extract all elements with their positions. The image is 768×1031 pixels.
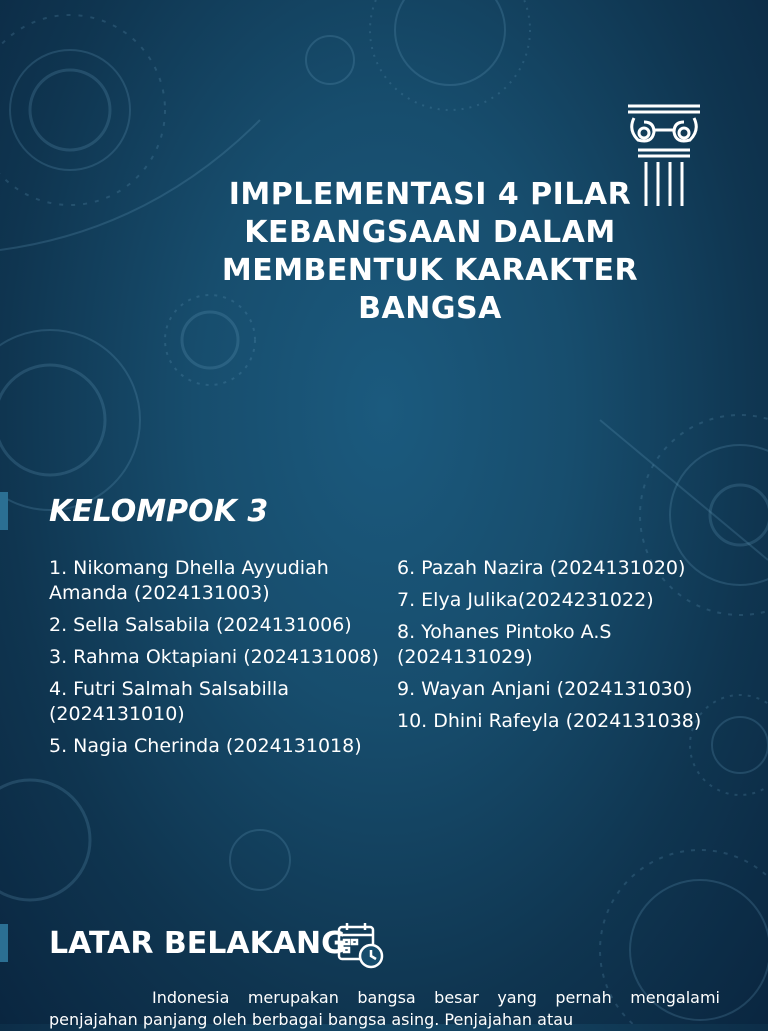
section-accent-bar [0,924,8,962]
list-item: 7. Elya Julika(2024231022) [397,589,654,611]
calendar-clock-icon [336,920,386,970]
list-item: 8. Yohanes Pintoko A.S (2024131029) [397,621,612,668]
page-title [200,176,660,328]
list-item: 10. Dhini Rafeyla (2024131038) [397,710,702,732]
section-accent-bar [0,492,8,530]
list-item: 1. Nikomang Dhella Ayyudiah Amanda (2024131003) [49,557,329,604]
background-heading: LATAR BELAKANG [49,926,346,961]
title-line: IMPLEMENTASI 4 PILAR [228,177,632,212]
list-item: 9. Wayan Anjani (2024131030) [397,678,693,700]
list-item: 3. Rahma Oktapiani (2024131008) [49,646,379,668]
list-item: 2. Sella Salsabila (2024131006) [49,614,352,636]
title-line: BANGSA [358,291,502,326]
title-line: KEBANGSAAN DALAM [244,215,616,250]
list-item: 4. Futri Salmah Salsabilla (2024131010) [49,678,289,725]
list-item: 5. Nagia Cherinda (2024131018) [49,735,362,757]
background-paragraph: Indonesia merupakan bangsa besar yang pernah mengalami penjajahan panjang oleh berbagai bangsa asing. Penjajahan atau [49,988,720,1029]
title-line: MEMBENTUK KARAKTER [221,253,639,288]
member-list [49,556,739,766]
group-heading: KELOMPOK 3 [49,494,269,529]
list-item: 6. Pazah Nazira (2024131020) [397,557,686,579]
